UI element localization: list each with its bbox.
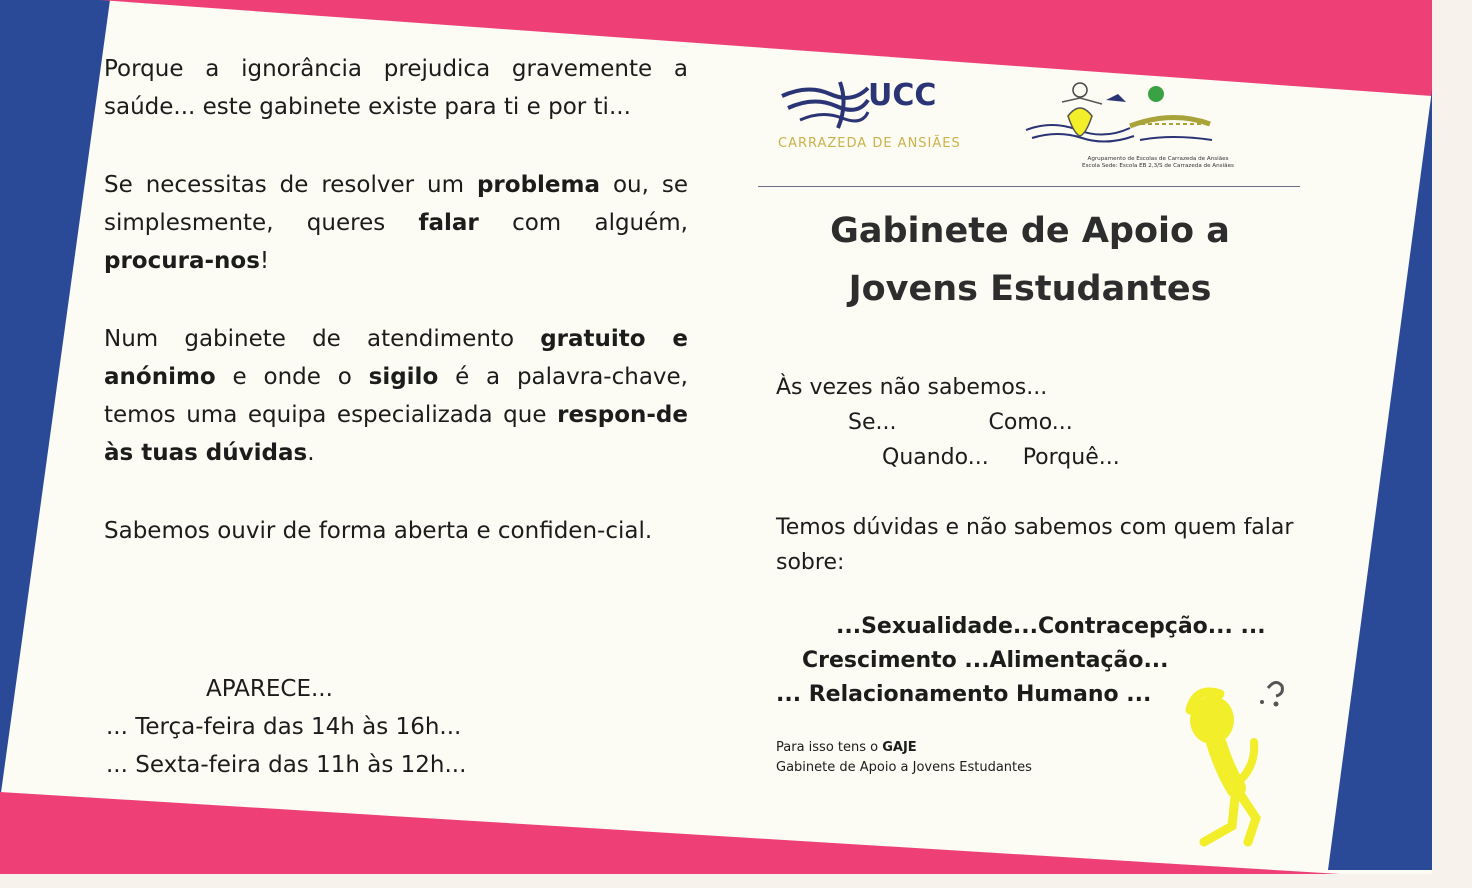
schedule-tuesday: ... Terça-feira das 14h às 16h... <box>106 714 462 740</box>
schedule-block <box>106 670 466 784</box>
aparece-heading: APARECE... <box>206 676 333 702</box>
ucc-logo <box>778 78 1008 158</box>
topic-line-2: Crescimento ...Alimentação... <box>802 648 1169 673</box>
school-logo <box>1022 80 1294 180</box>
doubt-text: Temos dúvidas e não sabemos com quem falar sobre: <box>776 515 1294 575</box>
school-caption: Agrupamento de Escolas de Carrazeda de Ansiães Escola Sede: Escola EB 2,3/S de Carrazeda de Ansiães <box>1082 156 1234 169</box>
left-column <box>104 50 688 590</box>
listen-paragraph: Sabemos ouvir de forma aberta e confiden-cial. <box>104 518 653 544</box>
divider-rule <box>758 186 1300 187</box>
topic-line-1: ...Sexualidade...Contracepção... ... <box>836 614 1266 639</box>
question-row-1: Se... Como... <box>848 410 1073 435</box>
ucc-wordmark: UCC <box>868 78 937 113</box>
intro-paragraph: Porque a ignorância prejudica gravemente a saúde... este gabinete existe para ti e por ti... <box>104 56 688 120</box>
footer-note: Para isso tens o GAJE Gabinete de Apoio a Jovens Estudantes <box>776 740 1032 775</box>
schedule-friday: ... Sexta-feira das 11h às 12h... <box>106 752 467 778</box>
school-emblem-icon <box>1022 80 1294 156</box>
thinking-figure-icon <box>1176 680 1312 850</box>
problem-paragraph: Se necessitas de resolver um problema ou, se simplesmente, queres falar com alguém, procura-nos! <box>104 172 689 274</box>
waves-icon <box>778 78 870 134</box>
page-title: Gabinete de Apoio a Jovens Estudantes <box>830 211 1230 309</box>
question-row-2: Quando... Porquê... <box>882 445 1120 470</box>
question-intro: Às vezes não sabemos... <box>776 375 1048 400</box>
service-paragraph: Num gabinete de atendimento gratuito e anónimo e onde o sigilo é a palavra-chave, temos uma equipa especializada que respon-de às tuas dúvidas. <box>104 326 689 466</box>
ucc-town: CARRAZEDA DE ANSIÃES <box>778 136 961 151</box>
topic-line-3: ... Relacionamento Humano ... <box>776 682 1152 707</box>
